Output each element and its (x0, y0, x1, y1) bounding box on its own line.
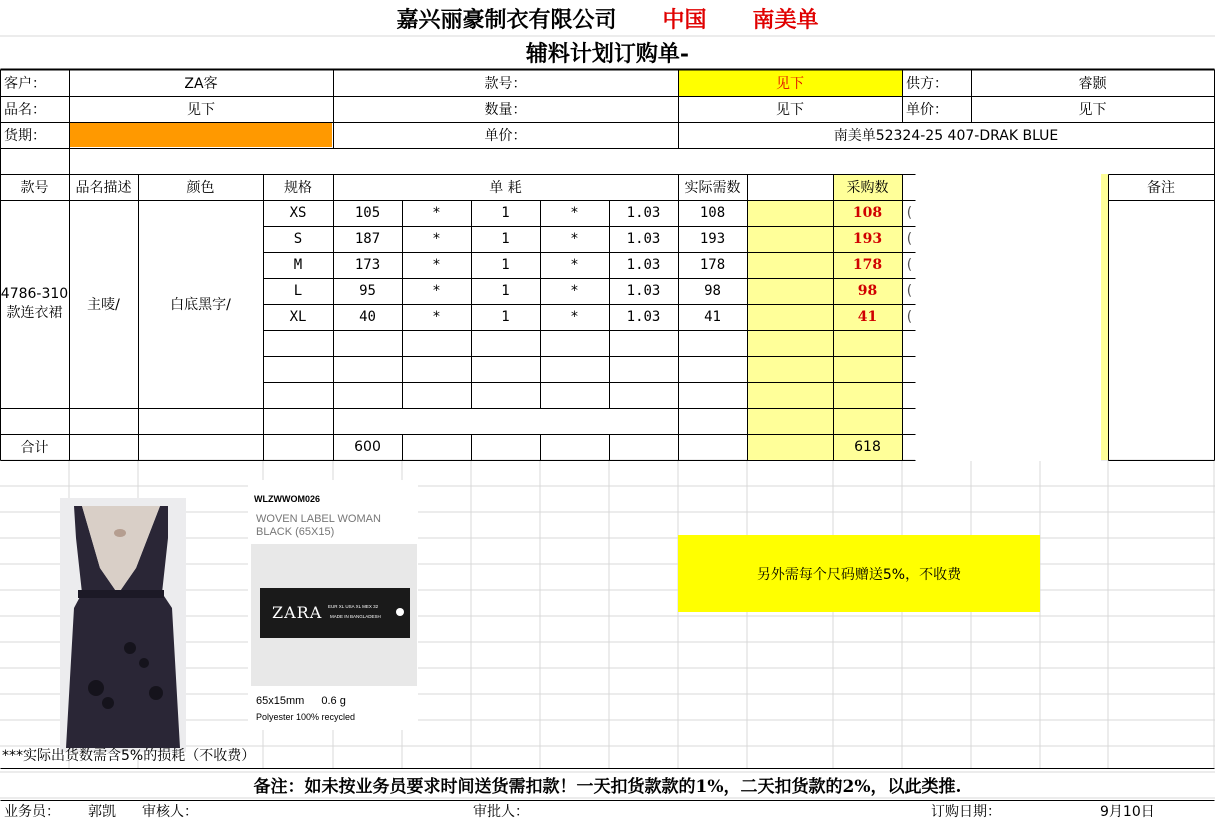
cell-cut: ( (905, 309, 914, 325)
cell-size: XS (289, 205, 307, 221)
cell-purchase[interactable]: 178 (852, 257, 883, 273)
header-consumption: 单 耗 (489, 180, 522, 196)
cell-mult: 1 (501, 231, 510, 247)
label-hole-icon (396, 608, 404, 616)
cell-mult: 1 (501, 309, 510, 325)
label-brand: ZARA (272, 603, 323, 622)
cell-size: L (293, 283, 303, 299)
supplier-label: 供方： (906, 76, 948, 92)
cell-size: M (293, 257, 303, 273)
cell-cut: ( (905, 283, 914, 299)
product-label: 品名： (4, 102, 46, 118)
header-size: 规格 (284, 180, 312, 196)
label-code: WLZWWOM026 (254, 494, 320, 504)
cell-qty: 187 (354, 231, 381, 247)
qty-label: 数量： (484, 102, 527, 118)
label-size-line: EUR XL USA XL MEX 32 (328, 604, 379, 609)
style-value[interactable]: 见下 (678, 70, 902, 96)
cell-mult: 1 (501, 283, 510, 299)
cell-op1: * (432, 309, 441, 325)
cell-size: XL (289, 309, 307, 325)
cell-actual: 108 (699, 205, 726, 221)
cell-mult: 1 (501, 205, 510, 221)
cell-purchase[interactable]: 41 (857, 309, 878, 325)
product-value[interactable]: 见下 (187, 102, 215, 118)
header-style-no: 款号 (20, 180, 49, 196)
dress-photo (60, 498, 186, 752)
header-purchase: 采购数 (846, 180, 889, 196)
cell-actual: 178 (699, 257, 726, 273)
cell-qty: 105 (354, 205, 381, 221)
cell-qty: 173 (354, 257, 381, 273)
customer-value[interactable]: ZA客 (184, 76, 218, 92)
cell-op2: * (570, 283, 579, 299)
free-extra-note: 另外需每个尺码赠送5%，不收费 (678, 535, 1040, 612)
label-specs (256, 695, 346, 707)
loss-note: ***实际出货数需含5%的损耗（不收费） (2, 748, 256, 764)
cell-purchase[interactable]: 108 (852, 205, 883, 221)
style-no-text: 4786-310 款连衣裙 (0, 286, 69, 321)
style-label: 款号： (484, 76, 527, 92)
cell-actual: 98 (704, 283, 721, 299)
cell-op2: * (570, 257, 579, 273)
cell-size: S (293, 231, 303, 247)
sales-label: 业务员： (4, 804, 60, 820)
label-title (256, 513, 381, 539)
unitprice-label: 单价： (906, 102, 948, 118)
doc-title: 辅料计划订购单- (525, 41, 690, 67)
header-desc: 品名描述 (75, 180, 132, 196)
cell-op2: * (570, 309, 579, 325)
header-actual: 实际需数 (684, 180, 741, 196)
cell-factor: 1.03 (626, 205, 661, 221)
customer-label: 客户： (4, 76, 46, 92)
country-label: 中国 (662, 6, 707, 33)
label-dims: 65x15mm (256, 695, 305, 707)
order-type-label: 南美单 (752, 6, 819, 33)
cell-factor: 1.03 (626, 283, 661, 299)
cell-op1: * (432, 205, 441, 221)
label-title-line1: WOVEN LABEL WOMAN (256, 513, 381, 525)
qty-value[interactable]: 见下 (776, 102, 804, 118)
company-name: 嘉兴丽豪制衣有限公司 (396, 6, 617, 33)
cell-op2: * (570, 231, 579, 247)
order-ref: 南美单52324-25 407-DRAK BLUE (833, 128, 1059, 144)
order-date-value[interactable]: 9月10日 (1100, 804, 1155, 820)
total-label: 合计 (20, 440, 49, 456)
header-remarks: 备注 (1147, 180, 1175, 196)
delivery-label: 货期： (4, 128, 46, 144)
cell-actual: 41 (704, 309, 721, 325)
label-tag (260, 588, 410, 638)
cell-cut: ( (905, 205, 914, 221)
remark-line: 备注：如未按业务员要求时间送货需扣款！一天扣货款款的1%，二天扣货款的2%，以此类推. (253, 776, 962, 797)
cell-op2: * (570, 205, 579, 221)
cell-purchase[interactable]: 193 (852, 231, 883, 247)
approver-label: 审批人： (473, 804, 529, 820)
cell-op1: * (432, 257, 441, 273)
unitprice-value[interactable]: 见下 (1078, 102, 1107, 118)
total-qty: 600 (354, 439, 381, 455)
cell-actual: 193 (699, 231, 726, 247)
label-material: Polyester 100% recycled (256, 712, 356, 722)
color-cell: 白底黑字/ (170, 297, 231, 313)
label-title-line2: BLACK (65X15) (256, 526, 335, 538)
cell-qty: 95 (359, 283, 376, 299)
order-date-label: 订购日期： (931, 804, 1001, 820)
cell-cut: ( (905, 231, 914, 247)
total-purchase: 618 (854, 439, 881, 455)
sales-value[interactable]: 郭凯 (88, 804, 116, 820)
cell-cut: ( (905, 257, 914, 273)
cell-qty: 40 (359, 309, 376, 325)
reviewer-label: 审核人： (142, 804, 198, 820)
cell-purchase[interactable]: 98 (857, 283, 878, 299)
label-weight: 0.6 g (321, 695, 346, 707)
cell-op1: * (432, 283, 441, 299)
header-color: 颜色 (186, 180, 215, 196)
supplier-value[interactable]: 睿颢 (1078, 76, 1107, 92)
label-card (248, 480, 418, 730)
cell-factor: 1.03 (626, 309, 661, 325)
cell-op1: * (432, 231, 441, 247)
unitprice2-label: 单价： (484, 128, 527, 144)
desc-cell: 主唛/ (87, 297, 120, 313)
label-made-in: MADE IN BANGLADESH (330, 614, 381, 619)
cell-factor: 1.03 (626, 257, 661, 273)
cell-mult: 1 (501, 257, 510, 273)
cell-factor: 1.03 (626, 231, 661, 247)
